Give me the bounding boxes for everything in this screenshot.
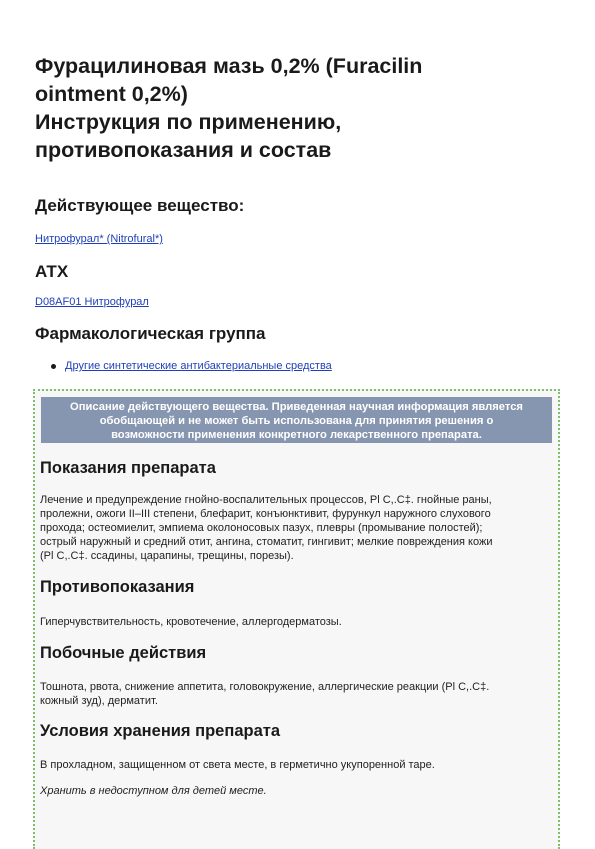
text-line: прохода; остеомиелит, эмпиема околоносовых пазух, плевры (промывание полостей);: [40, 522, 483, 534]
atc-code-link[interactable]: D08AF01 Нитрофурал: [35, 296, 149, 308]
contraindications-text: [40, 615, 555, 629]
page-title-line: ointment 0,2%): [35, 82, 188, 106]
substance-description-box: [33, 389, 560, 849]
text-line: Лечение и предупреждение гнойно-воспалительных процессов, Pl С,.С‡. гнойные раны,: [40, 494, 492, 506]
text-line: В прохладном, защищенном от света месте, в герметично укупоренной таре.: [40, 759, 435, 771]
disclaimer-line: Описание действующего вещества. Приведенная научная информация является: [70, 401, 523, 413]
storage-heading: Условия хранения препарата: [40, 722, 281, 740]
text-line: Тошнота, рвота, снижение аппетита, головокружение, аллергические реакции (Pl С,.С‡.: [40, 681, 490, 693]
text-line: Хранить в недоступном для детей месте.: [40, 785, 267, 797]
active-substance-heading: Действующее вещество:: [35, 196, 245, 215]
contraindications-heading: Противопоказания: [40, 578, 195, 596]
text-line: острый наружный и средний отит, ангина, стоматит, гингивит; мелкие повреждения кожи: [40, 536, 493, 548]
active-substance-link[interactable]: Нитрофурал* (Nitrofural*): [35, 233, 163, 245]
pharm-group-heading: Фармакологическая группа: [35, 324, 266, 343]
storage-note: [40, 784, 555, 798]
page-title-line: противопоказания и состав: [35, 138, 332, 162]
pharm-group-link[interactable]: Другие синтетические антибактериальные средства: [65, 360, 332, 372]
text-line: пролежни, ожоги II–III степени, блефарит, конъюнктивит, фурункул наружного слухового: [40, 508, 491, 520]
text-line: Гиперчувствительность, кровотечение, аллергодерматозы.: [40, 616, 342, 628]
page-title-line: Инструкция по применению,: [35, 110, 342, 134]
pharm-group-list: [35, 360, 332, 372]
text-line: (Pl С,.С‡. ссадины, царапины, трещины, порезы).: [40, 550, 294, 562]
page-title-line: Фурацилиновая мазь 0,2% (Furacilin: [35, 54, 423, 78]
side-effects-heading: Побочные действия: [40, 644, 207, 662]
text-line: кожный зуд), дерматит.: [40, 695, 158, 707]
side-effects-text: [40, 680, 555, 708]
indications-heading: Показания препарата: [40, 459, 216, 477]
page-title: [35, 52, 565, 164]
storage-text: [40, 758, 555, 772]
list-item: [35, 360, 332, 372]
indications-text: [40, 493, 555, 563]
atc-heading: АТХ: [35, 262, 69, 281]
disclaimer-line: обобщающей и не может быть использована для принятия решения о: [99, 415, 494, 427]
disclaimer-notice: [41, 397, 552, 443]
disclaimer-line: возможности применения конкретного лекарственного препарата.: [111, 429, 482, 441]
